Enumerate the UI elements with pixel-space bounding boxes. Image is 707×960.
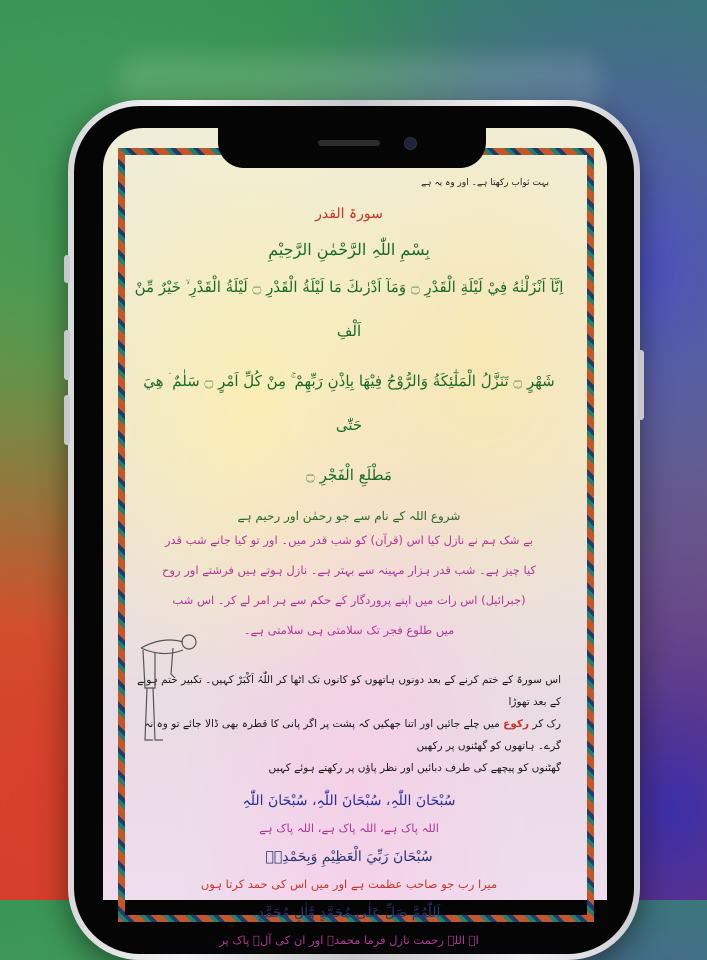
page-content (129, 162, 569, 947)
ruku-duas (129, 793, 569, 947)
ayah-line: مَطْلَعِ الْفَجْرِ ۝ (306, 466, 392, 484)
dua-arabic: سُبْحَانَ اللّٰہِ، سُبْحَانَ اللّٰہِ، سُبْحَانَ اللّٰہِ (242, 793, 456, 809)
translation (129, 527, 569, 643)
translation-heading: شروع اللہ کے نام سے جو رحمٰن اور رحیم ہے (237, 509, 461, 523)
translation-line: بے شک ہم نے نازل کیا اس (قرآن) کو شب قدر میں۔ اور تو کیا جانے شب قدر (164, 533, 534, 547)
previous-page-text: بہت ثواب رکھتا ہے۔ اور وہ یہ ہے (421, 178, 549, 188)
surah-ayahs (129, 265, 569, 497)
translation-line: کیا چیز ہے۔ شب قدر ہزار مہینہ سے بہتر ہے۔ نازل ہوتے ہیں فرشتے اور روح (162, 563, 536, 577)
highlighted-word: رکوع (503, 718, 530, 730)
speaker-grille (318, 140, 380, 146)
translation-line: (جبرائیل) اس رات میں اپنے پروردگار کے حکم سے ہر امر لے کر۔ اس شب (172, 593, 526, 607)
phone-screen[interactable] (103, 128, 607, 947)
side-button-volume-down (64, 395, 70, 445)
ayah-line: شَهْرٍ ۝ تَنَزَّلُ الْمَلٰٓئِكَةُ وَالرُّوْحُ فِيْهَا بِاِذْنِ رَبِّهِمْ ۚ مِنْ كُلِّ اَمْرٍ ۝ سَلٰمٌ ۛ هِيَ حَتّٰى (143, 372, 555, 434)
phone-notch (218, 128, 486, 168)
bismillah: بِسْمِ اللّٰہِ الرَّحْمٰنِ الرَّحِيْمِ (268, 240, 430, 259)
ayah-line: اِنَّآ اَنْزَلْنٰهُ فِيْ لَيْلَةِ الْقَدْرِ ۝ وَمَآ اَدْرٰىكَ مَا لَيْلَةُ الْقَدْرِ ۝ لَيْلَةُ الْقَدْرِ ۙ خَيْرٌ مِّنْ اَلْفِ (134, 278, 564, 340)
side-button-volume-up (64, 330, 70, 380)
instruction-line: اس سورۃ کے ختم کرنے کے بعد دونوں ہاتھوں کو کانوں تک اٹھا کر اللّٰہُ اَکْبَرْ کہیں۔ تکبیر ختم ہونے کے بعد تھوڑا (137, 674, 561, 708)
dua-arabic: سُبْحَانَ رَبِّيَ الْعَظِيْمِ وَبِحَمْدِهٖ (265, 849, 433, 865)
surah-title: سورۃ القدر (315, 206, 383, 222)
front-camera-icon (404, 137, 417, 150)
dua-translation: اے اللہ رحمت نازل فرما محمدؐ اور ان کی آلؑ پاک پر (219, 933, 479, 947)
dua-arabic: اَللّٰهُمَّ صَلِّ عَلٰى مُحَمَّدٍ وَّاٰلِ مُحَمَّدٍ (257, 905, 441, 921)
side-button-power (638, 350, 644, 420)
ruku-posture-figure-icon (133, 628, 201, 748)
translation-line: میں طلوع فجر تک سلامتی ہی سلامتی ہے۔ (243, 623, 455, 637)
dua-translation: میرا رب جو صاحب عظمت ہے اور میں اس کی حمد کرتا ہوں (200, 877, 498, 891)
instruction-line: رک کر رکوع میں چلے جائیں اور اتنا جھکیں کہ پشت پر اگر پانی کا قطرہ بھی ڈالا جائے تو وہ نہ گرے۔ ہاتھوں کو گھٹنوں پر رکھیں (144, 718, 561, 752)
side-button-silent (64, 255, 70, 283)
dua-translation: اللہ پاک ہے، اللہ پاک ہے، اللہ پاک ہے (259, 821, 439, 835)
instruction-line: گھٹنوں کو پیچھے کی طرف دبائیں اور نظر پاؤں پر رکھتے ہوئے کہیں (268, 762, 561, 774)
